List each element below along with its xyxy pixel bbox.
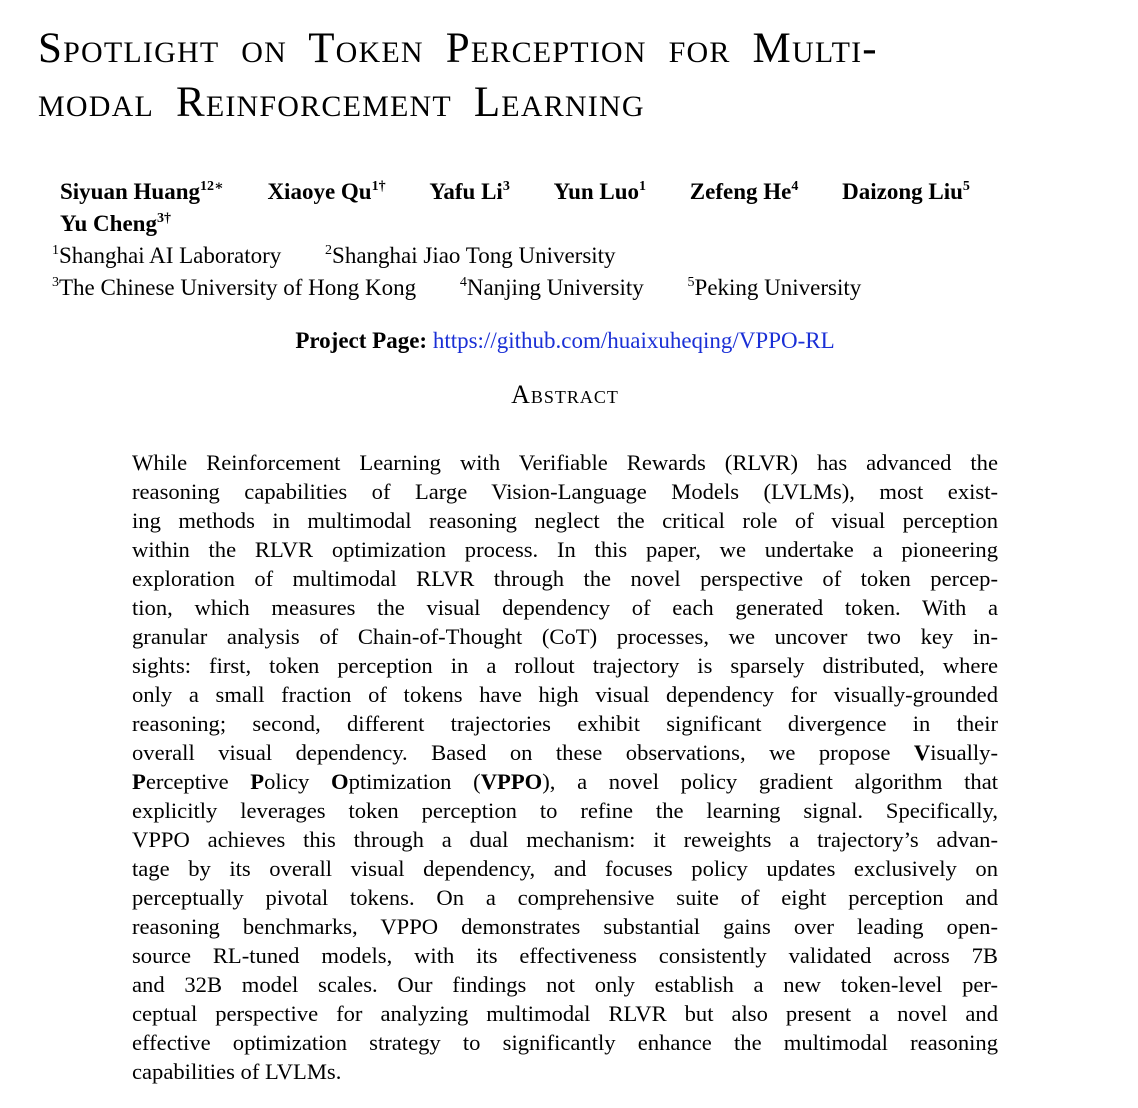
abstract-line: explicitly leverages token perception to refine the learning signal. Specifically, xyxy=(132,798,998,823)
abstract-line: Perceptive Policy Optimization (VPPO), a novel policy gradient algorithm that xyxy=(132,769,998,794)
abstract-line: and 32B model scales. Our findings not only establish a new token-level per- xyxy=(132,972,998,997)
abstract-line: reasoning; second, different trajectories exhibit significant divergence in their xyxy=(132,711,998,736)
author: Daizong Liu$^5$ xyxy=(842,179,970,204)
abstract-line: granular analysis of Chain-of-Thought (CoT) processes, we uncover two key in- xyxy=(132,624,998,649)
affiliation: $^4$Nanjing University xyxy=(459,275,644,300)
abstract-line: tage by its overall visual dependency, and focuses policy updates exclusively on xyxy=(132,856,998,881)
abstract-line: ceptual perspective for analyzing multimodal RLVR but also present a novel and xyxy=(132,1001,998,1026)
abstract-line: tion, which measures the visual dependency of each generated token. With a xyxy=(132,595,998,620)
author: Yun Luo$^1$ xyxy=(553,179,647,204)
author: Yafu Li$^3$ xyxy=(429,179,510,204)
abstract-line: within the RLVR optimization process. In this paper, we undertake a pioneering xyxy=(132,537,998,562)
paper-title xyxy=(38,22,1118,130)
abstract-line: ing methods in multimodal reasoning neglect the critical role of visual perception xyxy=(132,508,998,533)
title-line-1: Spotlight on Token Perception for Multi- xyxy=(38,25,878,72)
author-list xyxy=(60,176,1080,240)
affiliation-list xyxy=(52,240,1092,304)
abstract-line: overall visual dependency. Based on these observations, we propose Visually- xyxy=(132,740,998,765)
abstract-line: perceptually pivotal tokens. On a comprehensive suite of eight perception and xyxy=(132,885,998,910)
abstract-line: While Reinforcement Learning with Verifiable Rewards (RLVR) has advanced the xyxy=(132,450,998,475)
project-page-link[interactable]: https://github.com/huaixuheqing/VPPO-RL xyxy=(432,328,835,353)
affiliation: $^5$Peking University xyxy=(687,275,862,300)
author: Xiaoye $Qu^{1\dagger}$ xyxy=(267,179,386,204)
title-line-2: modal Reinforcement Learning xyxy=(38,79,645,126)
abstract-line: reasoning capabilities of Large Vision-Language Models (LVLMs), most exist- xyxy=(132,479,998,504)
affiliation: $^1$Shanghai AI Laboratory xyxy=(52,243,282,268)
author: Yu Cheng$^{3\dagger}$ xyxy=(60,211,171,236)
affiliation: $^2$Shanghai Jiao Tong University xyxy=(325,243,616,268)
project-page-line xyxy=(0,326,1130,356)
abstract-line: only a small fraction of tokens have high visual dependency for visually-grounded xyxy=(132,682,998,707)
abstract-line: sights: first, token perception in a rollout trajectory is sparsely distributed, where xyxy=(132,653,998,678)
author: Siyuan Huang$^{12∗}$ xyxy=(60,179,224,204)
abstract-line: VPPO achieves this through a dual mechanism: it reweights a trajectory’s advan- xyxy=(132,827,998,852)
affiliation: $^3$The Chinese University of Hong Kong xyxy=(52,275,417,300)
abstract-body xyxy=(132,448,998,1086)
abstract-line: effective optimization strategy to significantly enhance the multimodal reasoning xyxy=(132,1030,998,1055)
abstract-line: exploration of multimodal RLVR through the novel perspective of token percep- xyxy=(132,566,998,591)
abstract-line: reasoning benchmarks, VPPO demonstrates substantial gains over leading open- xyxy=(132,914,998,939)
abstract-line: source RL-tuned models, with its effectiveness consistently validated across 7B xyxy=(132,943,998,968)
abstract-heading: Abstract xyxy=(511,380,619,409)
project-page-label: Project Page: xyxy=(295,328,428,353)
abstract-line: capabilities of LVLMs. xyxy=(132,1059,342,1084)
author: Zefeng He$^4$ xyxy=(689,179,799,204)
